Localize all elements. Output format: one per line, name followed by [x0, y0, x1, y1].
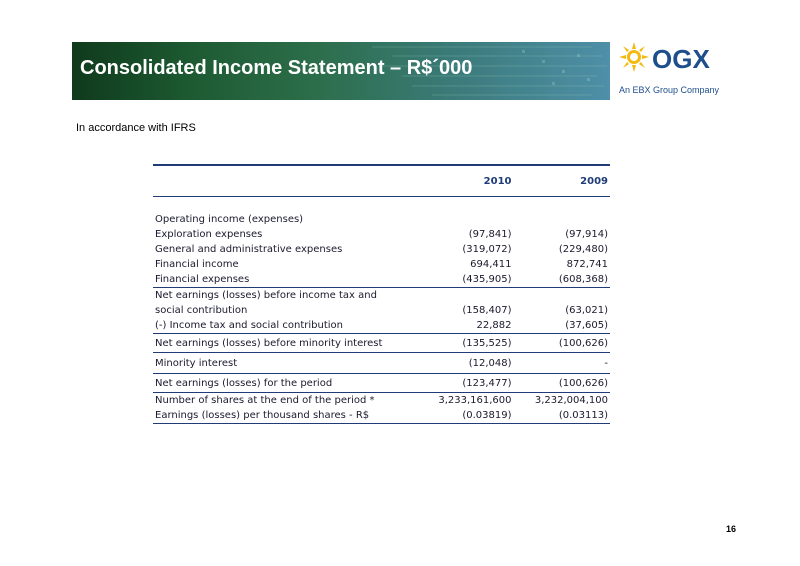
company-logo — [617, 40, 720, 100]
logo-wordmark: OGX — [652, 44, 710, 74]
value-2009 — [514, 212, 611, 227]
value-2009: (100,626) — [514, 334, 611, 353]
table-row — [153, 374, 610, 393]
column-header-2009: 2009 — [514, 165, 611, 197]
row-label: Financial income — [155, 259, 239, 270]
row-label: Earnings (losses) per thousand shares - R$ — [153, 408, 417, 424]
row-label: Net earnings (losses) for the period — [153, 374, 417, 393]
table-row — [153, 272, 610, 288]
header-label-cell — [153, 165, 417, 197]
value-2009: 3,232,004,100 — [514, 393, 611, 409]
table-header-row — [153, 165, 610, 197]
row-label: social contribution — [155, 305, 248, 316]
row-label: General and administrative expenses — [155, 244, 343, 255]
page-title: Consolidated Income Statement – R$´000 — [80, 57, 473, 79]
page-number: 16 — [726, 524, 737, 534]
value-2010 — [417, 288, 514, 304]
spacer-row — [153, 197, 610, 213]
table-row — [153, 257, 610, 272]
table-row — [153, 288, 610, 304]
table-row — [153, 408, 610, 424]
value-2010 — [417, 212, 514, 227]
value-2010: (0.03819) — [417, 408, 514, 424]
value-2009: (100,626) — [514, 374, 611, 393]
value-2010: (319,072) — [462, 244, 512, 255]
table-row — [153, 227, 610, 242]
table-row — [153, 393, 610, 409]
value-2009: (37,605) — [565, 320, 608, 331]
row-label: Net earnings (losses) before minority interest — [153, 334, 417, 353]
column-header-2010: 2010 — [417, 165, 514, 197]
table-row — [153, 334, 610, 353]
table-row — [153, 212, 610, 227]
value-2009: (97,914) — [565, 229, 608, 240]
table-row — [153, 353, 610, 374]
row-label: Net earnings (losses) before income tax and — [153, 288, 417, 304]
value-2009: - — [514, 353, 611, 374]
row-label: Minority interest — [153, 353, 417, 374]
value-2010: (158,407) — [462, 305, 512, 316]
value-2010: 3,233,161,600 — [417, 393, 514, 409]
logo-tagline: An EBX Group Company — [619, 85, 720, 95]
income-statement-table — [153, 164, 610, 424]
table-row — [153, 303, 610, 318]
value-2009 — [514, 288, 611, 304]
row-label: Financial expenses — [155, 274, 250, 285]
value-2009: (608,368) — [558, 274, 608, 285]
row-label: (-) Income tax and social contribution — [155, 320, 343, 331]
header-banner — [72, 42, 610, 100]
subtitle: In accordance with IFRS — [76, 122, 196, 134]
value-2009: 872,741 — [566, 259, 608, 270]
row-label: Number of shares at the end of the period * — [153, 393, 417, 409]
value-2009: (0.03113) — [514, 408, 611, 424]
value-2009: (63,021) — [565, 305, 608, 316]
value-2010: (12,048) — [417, 353, 514, 374]
value-2010: (135,525) — [417, 334, 514, 353]
table-row — [153, 318, 610, 334]
value-2010: (97,841) — [468, 229, 512, 240]
value-2009: (229,480) — [558, 244, 608, 255]
value-2010: 694,411 — [470, 259, 512, 270]
table-row — [153, 242, 610, 257]
value-2010: (435,905) — [462, 274, 512, 285]
row-label: Exploration expenses — [155, 229, 263, 240]
row-label: Operating income (expenses) — [155, 214, 304, 225]
sun-icon — [619, 42, 649, 72]
value-2010: 22,882 — [476, 320, 512, 331]
value-2010: (123,477) — [417, 374, 514, 393]
